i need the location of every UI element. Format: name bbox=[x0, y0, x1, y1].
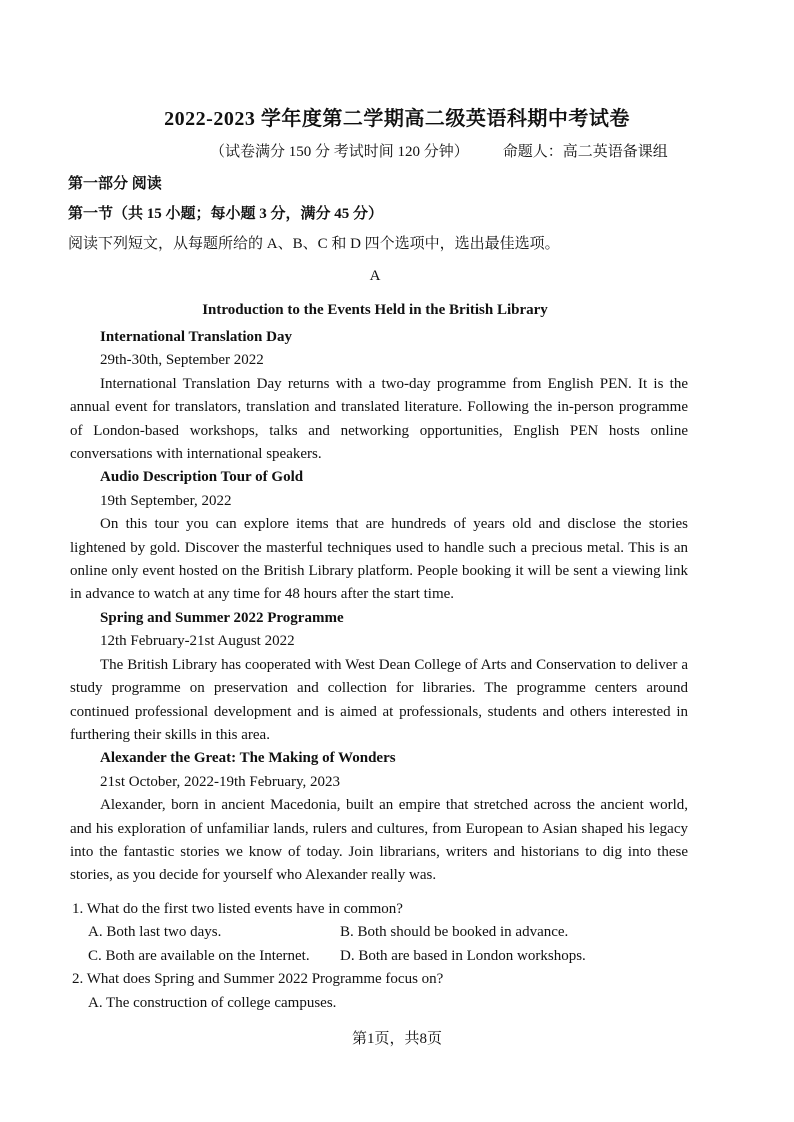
section-instruction: 阅读下列短文，从每题所给的 A、B、C 和 D 四个选项中，选出最佳选项。 bbox=[68, 236, 560, 252]
section-heading: 第一节（共 15 小题；每小题 3 分，满分 45 分） bbox=[68, 206, 384, 222]
exam-info-line bbox=[210, 140, 668, 161]
exam-author: 命题人：高二英语备课组 bbox=[502, 144, 668, 160]
event-description: International Translation Day returns with a two-day programme from English PEN. It is the annual event for translators, translation and translated literature. Following the in-person programme of London-based workshops, talks and networking opportunities, English PEN hosts online conversations with international speakers. bbox=[70, 375, 688, 463]
part-heading: 第一部分 阅读 bbox=[68, 176, 162, 192]
event-block bbox=[70, 747, 688, 887]
question-item bbox=[72, 968, 692, 1015]
exam-title: 2022-2023 学年度第二学期高二级英语科期中考试卷 bbox=[164, 108, 630, 130]
passage-title: Introduction to the Events Held in the British Library bbox=[202, 302, 548, 318]
event-title: Alexander the Great: The Making of Wonders bbox=[100, 750, 396, 767]
event-block bbox=[70, 607, 688, 747]
event-date: 21st October, 2022-19th February, 2023 bbox=[100, 773, 341, 790]
exam-info: （试卷满分 150 分 考试时间 120 分钟） bbox=[210, 144, 469, 160]
event-description: The British Library has cooperated with West Dean College of Arts and Conservation to deliver a study programme on preservation and collection for libraries. The programme centers around continued professional development and is aimed at professionals, students and others interested in furthering their skills in this area. bbox=[70, 656, 688, 743]
question-list bbox=[72, 898, 692, 1015]
question-stem: 2. What does Spring and Summer 2022 Programme focus on? bbox=[72, 971, 444, 988]
event-title: Audio Description Tour of Gold bbox=[100, 469, 304, 486]
event-block bbox=[70, 466, 688, 606]
option-c: C. Both are available on the Internet. bbox=[88, 947, 310, 964]
event-title: International Translation Day bbox=[100, 329, 292, 345]
event-block bbox=[70, 326, 688, 466]
event-title: Spring and Summer 2022 Programme bbox=[100, 609, 344, 626]
option-row bbox=[72, 921, 692, 944]
option-b: B. Both should be booked in advance. bbox=[340, 924, 569, 941]
passage-letter: A bbox=[369, 268, 381, 284]
question-item bbox=[72, 898, 692, 968]
option-a: A. The construction of college campuses. bbox=[88, 994, 337, 1011]
event-description: On this tour you can explore items that are hundreds of years old and disclose the stories lightened by gold. Discover the masterful techniques used to handle such a precious metal. This is an online only event hosted on the British Library platform. People booking it will be sent a viewing link in advance to watch at any time for 48 hours after the start time. bbox=[70, 516, 688, 603]
event-date: 12th February-21st August 2022 bbox=[100, 633, 295, 650]
event-date: 29th-30th, September 2022 bbox=[100, 352, 264, 369]
page-footer: 第1页，共8页 bbox=[351, 1031, 442, 1047]
option-row bbox=[72, 945, 692, 968]
event-date: 19th September, 2022 bbox=[100, 492, 232, 509]
event-description: Alexander, born in ancient Macedonia, built an empire that stretched across the ancient world, and his exploration of unfamiliar lands, rulers and cultures, from European to Asian shaped his legacy into the fantastic stories we know of today. Join librarians, writers and historians to dig into these stories, as you decide for yourself who Alexander really was. bbox=[70, 797, 688, 884]
option-d: D. Both are based in London workshops. bbox=[340, 947, 586, 964]
option-a: A. Both last two days. bbox=[88, 924, 222, 941]
passage-body bbox=[70, 326, 688, 888]
question-stem: 1. What do the first two listed events have in common? bbox=[72, 901, 403, 917]
